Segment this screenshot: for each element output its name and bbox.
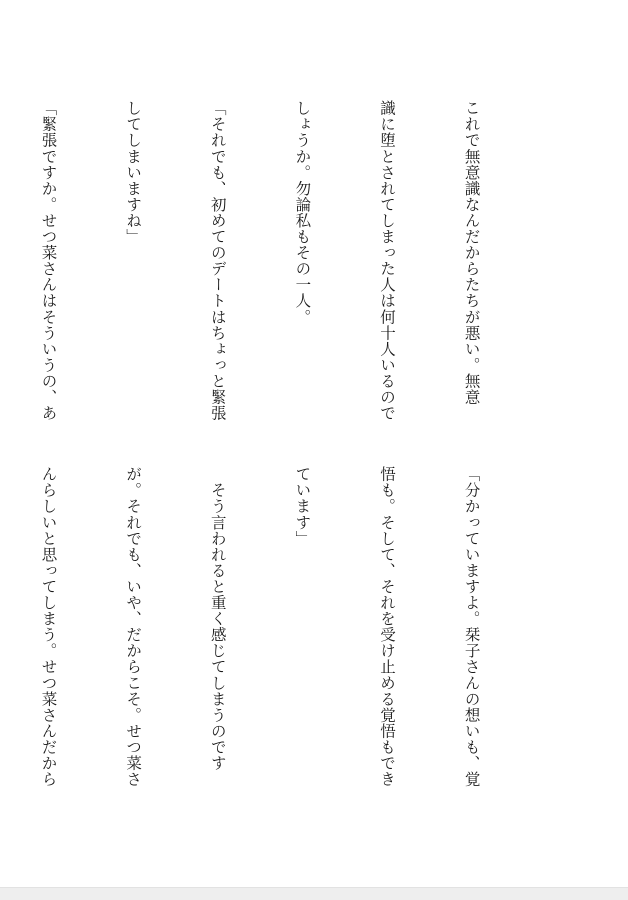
text-line: ています」 <box>293 466 312 547</box>
text-line: 「緊張ですか。せつ菜さんはそういうの、あ <box>39 100 58 421</box>
text-line: 「分かっていますよ。栞子さんの想いも、覚 <box>462 466 481 787</box>
text-line: 悟も。そして、それを受け止める覚悟もでき <box>377 466 396 787</box>
text-line: が。それでも、いや、だからこそ。せつ菜さ <box>124 466 143 787</box>
text-line: 識に堕とされてしまった人は何十人いるので <box>377 100 396 421</box>
text-line: しょうか。勿論私もその一人。 <box>293 100 312 325</box>
page-bottom-edge <box>0 887 628 900</box>
text-line: これで無意識なんだからたちが悪い。無意 <box>462 100 481 405</box>
text-line: んらしいと思ってしまう。せつ菜さんだから <box>39 466 58 787</box>
text-block-bottom <box>39 466 542 811</box>
text-line: してしまいますね」 <box>124 100 143 245</box>
text-line: そう言われると重く感じてしまうのです <box>208 466 227 771</box>
text-line: 「それでも、初めてのデートはちょっと緊張 <box>208 100 227 421</box>
text-block-top <box>39 100 542 445</box>
